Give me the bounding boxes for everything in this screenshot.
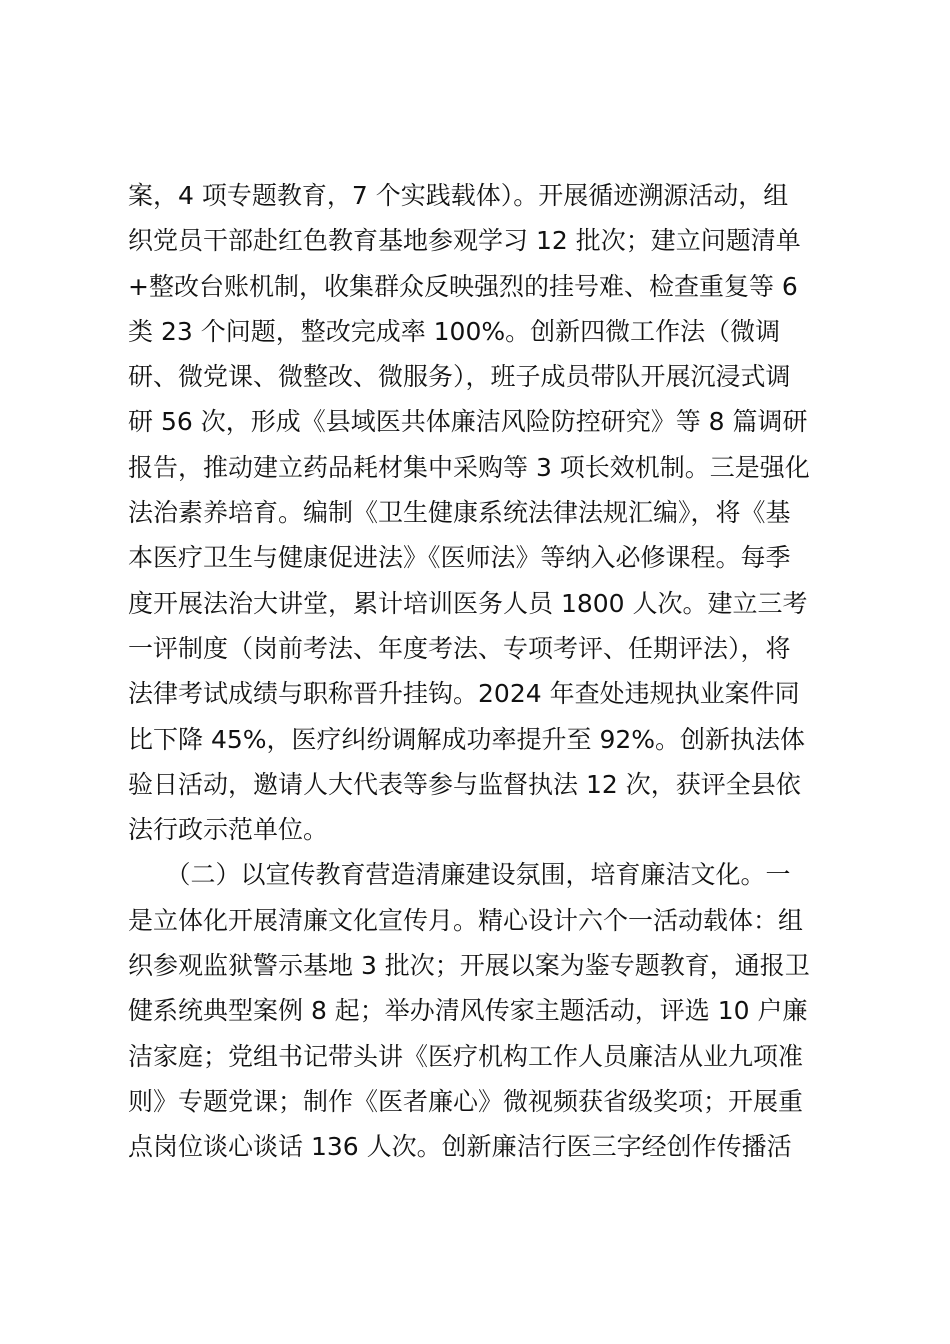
text-line: 是立体化开展清廉文化宣传月。精心设计六个一活动载体：组 [128, 905, 804, 935]
section-heading-line: （二）以宣传教育营造清廉建设氛围，培育廉洁文化。一 [128, 860, 791, 890]
text-line: 健系统典型案例 8 起；举办清风传家主题活动，评选 10 户廉 [128, 996, 808, 1026]
text-line: 洁家庭；党组书记带头讲《医疗机构工作人员廉洁从业九项准 [128, 1041, 804, 1071]
text-line: 法治素养培育。编制《卫生健康系统法律法规汇编》，将《基 [128, 498, 791, 528]
text-line: 类 23 个问题，整改完成率 100%。创新四微工作法（微调 [128, 316, 781, 346]
text-line: 本医疗卫生与健康促进法》《医师法》等纳入必修课程。每季 [128, 543, 791, 573]
text-line: 比下降 45%，医疗纠纷调解成功率提升至 92%。创新执法体 [128, 724, 806, 754]
text-line: 法律考试成绩与职称晋升挂钩。2024 年查处违规执业案件同 [128, 679, 800, 709]
text-line: +整改台账机制，收集群众反映强烈的挂号难、检查重复等 6 [128, 271, 798, 301]
text-line: 案，4 项专题教育，7 个实践载体）。开展循迹溯源活动，组 [128, 181, 789, 210]
text-line: 度开展法治大讲堂，累计培训医务人员 1800 人次。建立三考 [128, 588, 808, 618]
text-line: 则》专题党课；制作《医者廉心》微视频获省级奖项；开展重 [128, 1086, 804, 1116]
text-line: 报告，推动建立药品耗材集中采购等 3 项长效机制。三是强化 [128, 452, 810, 482]
text-line: 织党员干部赴红色教育基地参观学习 12 批次；建立问题清单 [128, 226, 801, 256]
text-line: 研 56 次，形成《县域医共体廉洁风险防控研究》等 8 篇调研 [128, 407, 808, 437]
text-line: 研、微党课、微整改、微服务），班子成员带队开展沉浸式调 [128, 362, 791, 392]
text-line: 一评制度（岗前考法、年度考法、专项考评、任期评法），将 [128, 633, 791, 663]
text-line: 织参观监狱警示基地 3 批次；开展以案为鉴专题教育，通报卫 [128, 951, 810, 981]
text-line: 法行政示范单位。 [128, 815, 329, 845]
text-line: 点岗位谈心谈话 136 人次。创新廉洁行医三字经创作传播活 [128, 1132, 792, 1162]
body-text [128, 173, 828, 1170]
text-line: 验日活动，邀请人大代表等参与监督执法 12 次，获评全县依 [128, 769, 801, 799]
